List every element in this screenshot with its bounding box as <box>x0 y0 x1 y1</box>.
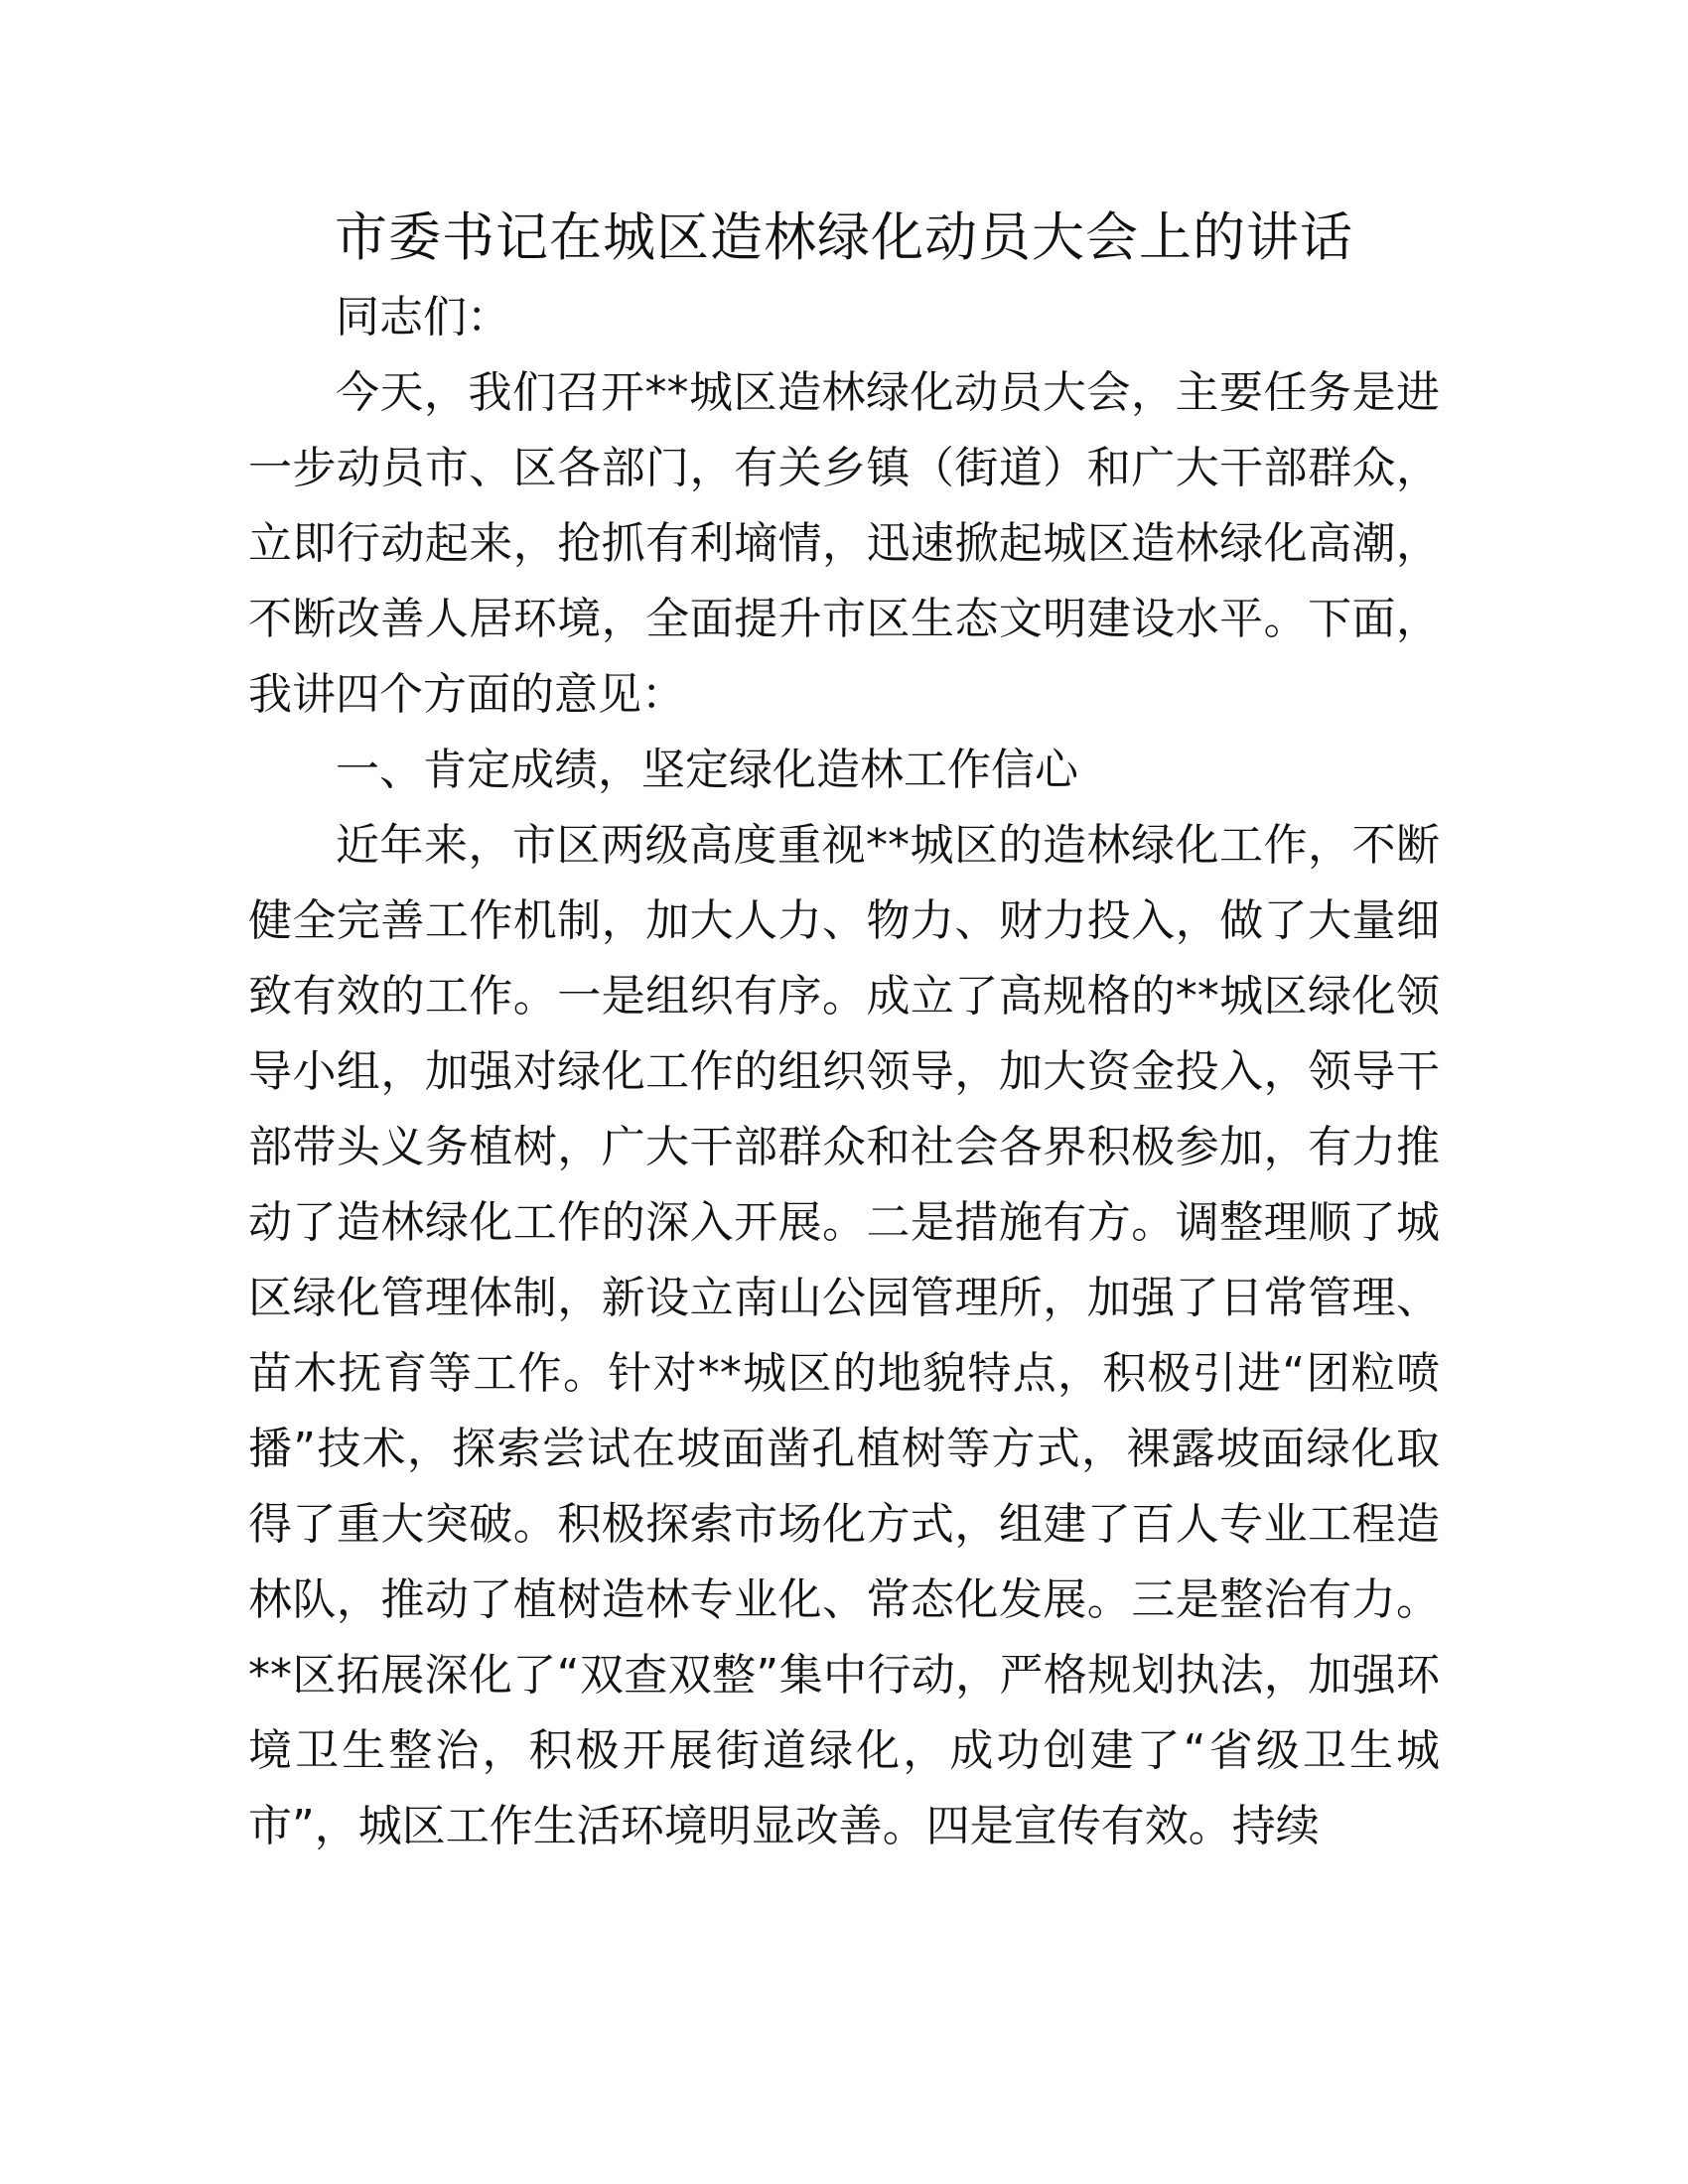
section-heading: 一、肯定成绩，坚定绿化造林工作信心 <box>336 745 1078 795</box>
salutation: 同志们： <box>336 292 510 342</box>
document-title: 市委书记在城区造林绿化动员大会上的讲话 <box>335 207 1353 268</box>
document-body <box>248 280 1440 1864</box>
paragraph-achievements: 近年来，市区两级高度重视**城区的造林绿化工作，不断健全完善工作机制，加大人力、物力、财力投入，做了大量细致有效的工作。一是组织有序。成立了高规格的**城区绿化领导小组，加强对绿化工作的组织领导，加大资金投入，领导干部带头义务植树，广大干部群众和社会各界积极参加，有力推动了造林绿化工作的深入开展。二是措施有方。调整理顺了城区绿化管理体制，新设立南山公园管理所，加强了日常管理、苗木抚育等工作。针对**城区的地貌特点，积极引进“团粒喷播”技术，探索尝试在坡面凿孔植树等方式，裸露坡面绿化取得了重大突破。积极探索市场化方式，组建了百人专业工程造林队，推动了植树造林专业化、常态化发展。三是整治有力。**区拓展深化了“双查双整”集中行动，严格规划执法，加强环境卫生整治，积极开展街道绿化，成功创建了“省级卫生城市”，城区工作生活环境明显改善。四是宣传有效。持续 <box>248 820 1440 1851</box>
paragraph-intro: 今天，我们召开**城区造林绿化动员大会，主要任务是进一步动员市、区各部门，有关乡镇（街道）和广大干部群众，立即行动起来，抢抓有利墒情，迅速掀起城区造林绿化高潮，不断改善人居环境，全面提升市区生态文明建设水平。下面，我讲四个方面的意见： <box>248 367 1440 720</box>
